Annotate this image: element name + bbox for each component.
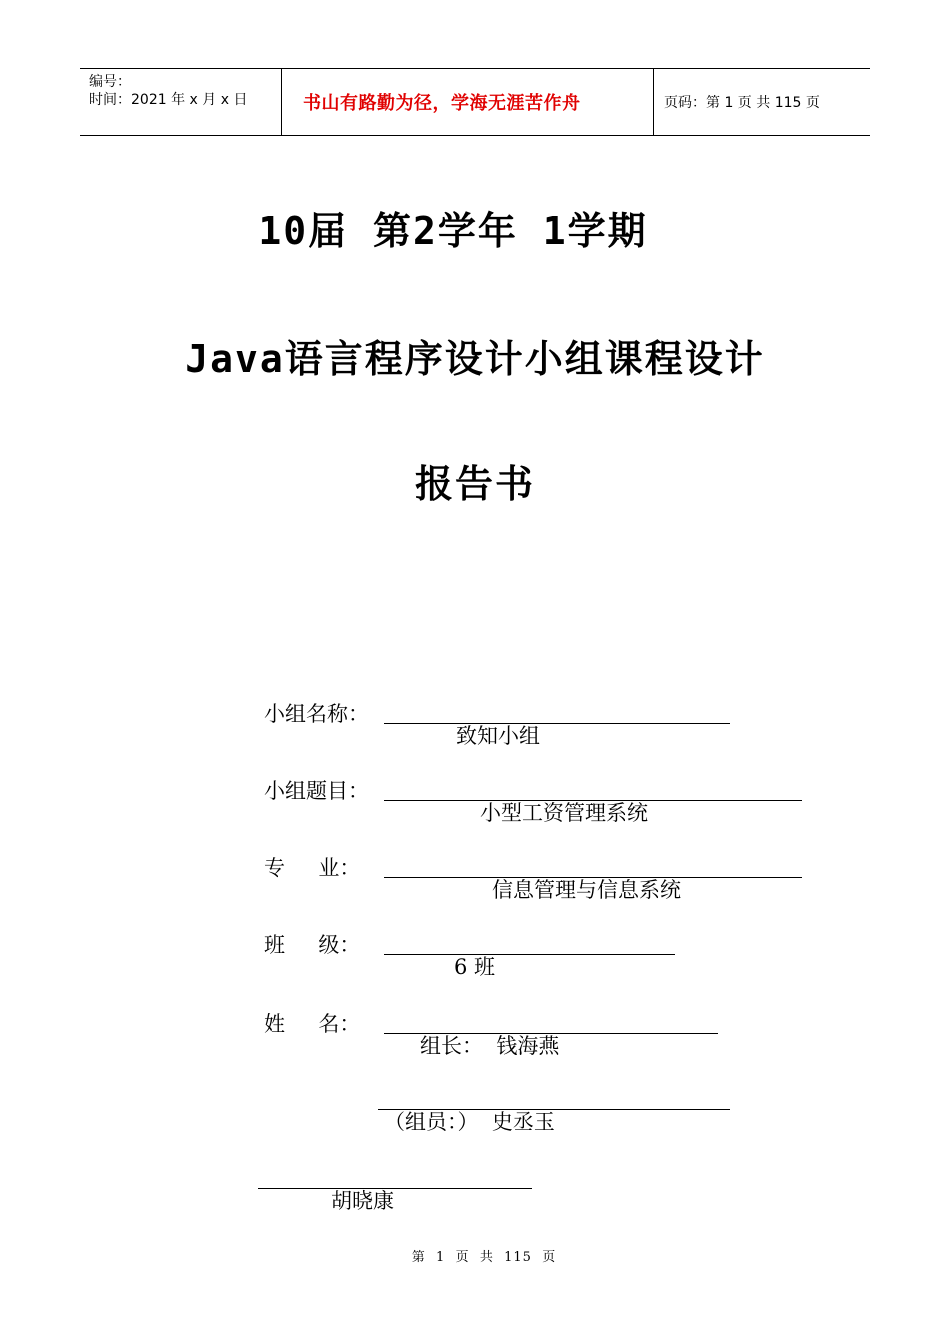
time-label: 时间：2021 年 x 月 x 日 (89, 92, 248, 108)
group-name-line (384, 697, 730, 748)
group-name-value: 致知小组 (456, 724, 540, 748)
members-value: （组员：） 史丞玉 (384, 1110, 555, 1134)
members-line (378, 1083, 730, 1134)
class-line (384, 928, 675, 979)
leader-value: 组长： 钱海燕 (420, 1034, 560, 1058)
header-page-info (654, 69, 870, 135)
class-value: 6 班 (454, 955, 496, 979)
member2-value: 胡晓康 (331, 1189, 394, 1213)
number-label: 编号： (89, 74, 131, 90)
header-meta (80, 69, 281, 135)
group-topic-value: 小型工资管理系统 (480, 801, 648, 825)
name-label: 姓 名： (264, 1012, 361, 1036)
page-footer: 第 1 页 共 115 页 (411, 1250, 557, 1265)
group-name-label: 小组名称： (264, 702, 369, 726)
member2-line (258, 1162, 532, 1213)
header-motto-cell (281, 69, 654, 135)
class-label: 班 级： (264, 933, 361, 957)
major-label: 专 业： (264, 856, 361, 880)
title-line-1: 10届 第2学年 1学期 (258, 209, 648, 253)
leader-line (384, 1007, 718, 1058)
title-line-2: Java语言程序设计小组课程设计 (185, 337, 765, 381)
title-line-3: 报告书 (414, 462, 535, 506)
group-topic-label: 小组题目： (264, 779, 369, 803)
major-line (384, 851, 802, 902)
page-info: 页码：第 1 页 共 115 页 (664, 95, 820, 111)
major-value: 信息管理与信息系统 (492, 878, 681, 902)
group-topic-line (384, 774, 802, 825)
motto: 书山有路勤为径，学海无涯苦作舟 (303, 93, 581, 114)
document-header (80, 68, 870, 136)
